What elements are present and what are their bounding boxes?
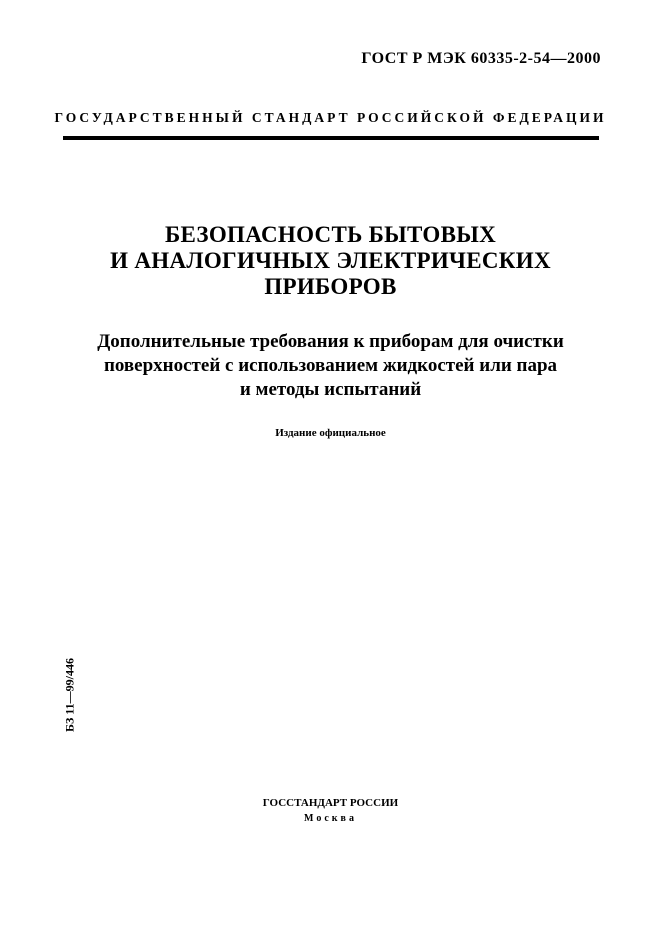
publication-city: Москва (304, 813, 357, 824)
main-title-line-2: И АНАЛОГИЧНЫХ ЭЛЕКТРИЧЕСКИХ (110, 248, 551, 273)
main-title-line-1: БЕЗОПАСНОСТЬ БЫТОВЫХ (164, 222, 497, 247)
horizontal-rule (63, 136, 599, 140)
state-standard-heading: ГОСУДАРСТВЕННЫЙ СТАНДАРТ РОССИЙСКОЙ ФЕДЕРАЦИИ (54, 110, 607, 125)
subtitle (0, 330, 661, 402)
document-number: ГОСТ Р МЭК 60335-2-54—2000 (361, 50, 601, 67)
main-title-line-3: ПРИБОРОВ (264, 274, 397, 299)
subtitle-line-3: и методы испытаний (239, 379, 422, 400)
publisher-name: ГОССТАНДАРТ РОССИИ (262, 797, 399, 809)
subtitle-line-2: поверхностей с использованием жидкостей или пара (103, 355, 558, 376)
side-catalog-code: БЗ 11—99/446 (62, 658, 77, 732)
main-title (0, 222, 661, 300)
subtitle-line-1: Дополнительные требования к приборам для очистки (97, 331, 564, 352)
edition-note: Издание официальное (275, 427, 386, 439)
